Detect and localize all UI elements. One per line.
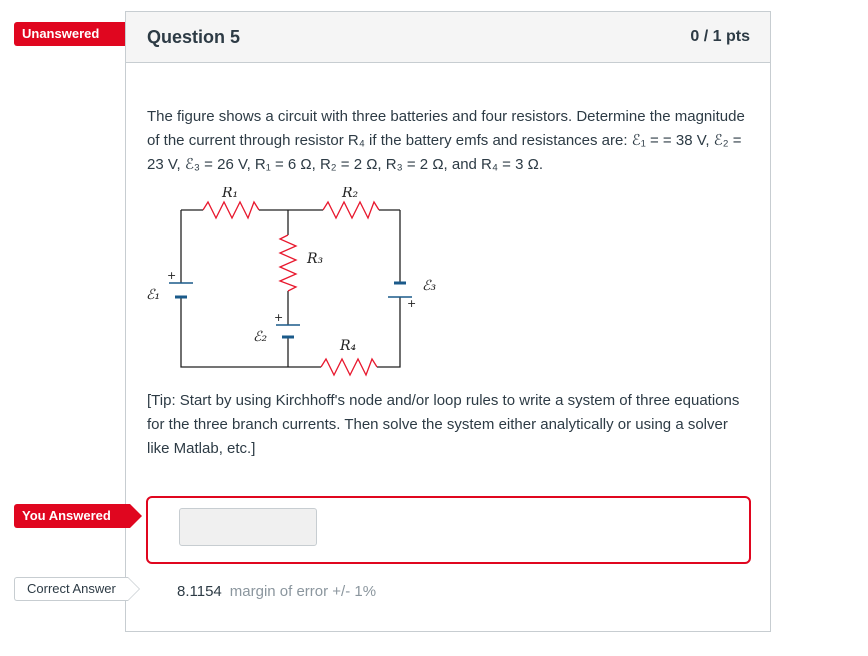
correct-answer-flag (14, 577, 128, 601)
question-points: 0 / 1 pts (690, 28, 750, 45)
resistor-r1-symbol (203, 202, 259, 218)
you-answered-flag (14, 504, 130, 528)
circuit-diagram (143, 187, 443, 387)
e2-label: ℰ₂ (253, 329, 268, 345)
e3-plus-sign: + (407, 297, 417, 310)
you-answered-label: You Answered (22, 508, 111, 523)
margin-of-error: margin of error +/- 1% (229, 583, 377, 600)
e1-label: ℰ₁ (146, 287, 161, 303)
e1-plus-sign: + (167, 269, 177, 282)
r2-label: R₂ (342, 187, 359, 201)
e2-plus-sign: + (274, 311, 284, 324)
resistor-r4-symbol (321, 359, 377, 375)
question-tip: [Tip: Start by using Kirchhoff's node and/or loop rules to write a system of three equations for the three branch currents. Then solve the system either analytically or using a solver like Matlab, etc.] (147, 392, 740, 457)
correct-answer-row (177, 583, 376, 600)
r3-label: R₃ (307, 251, 324, 267)
resistor-r2-symbol (323, 202, 379, 218)
battery-e2-symbol (276, 325, 300, 337)
resistor-r3-symbol (280, 235, 296, 291)
correct-answer-label: Correct Answer (27, 581, 116, 596)
question-text: The figure shows a circuit with three batteries and four resistors. Determine the magnitude of the current through resistor R₄ if the battery emfs and resistances are: ℰ₁ = = 38 V, ℰ₂ = 23 V, ℰ₃ = 26 V, R₁ = 6 Ω, R₂ = 2 Ω, R₃ = 2 Ω, and R₄ = 3 Ω. (147, 108, 745, 173)
r1-label: R₁ (222, 187, 239, 201)
battery-e1-symbol (169, 283, 193, 297)
question-header (126, 12, 770, 63)
battery-e3-symbol (388, 283, 412, 297)
correct-answer-value: 8.1154 (177, 583, 222, 600)
unanswered-flag (14, 22, 128, 46)
answer-input[interactable] (179, 508, 317, 546)
circuit-wires (181, 210, 400, 367)
question-card (125, 11, 771, 632)
question-title: Question 5 (147, 26, 241, 47)
answer-box (146, 496, 751, 564)
e3-label: ℰ₃ (422, 278, 437, 294)
r4-label: R₄ (340, 338, 357, 354)
unanswered-label: Unanswered (22, 26, 100, 41)
